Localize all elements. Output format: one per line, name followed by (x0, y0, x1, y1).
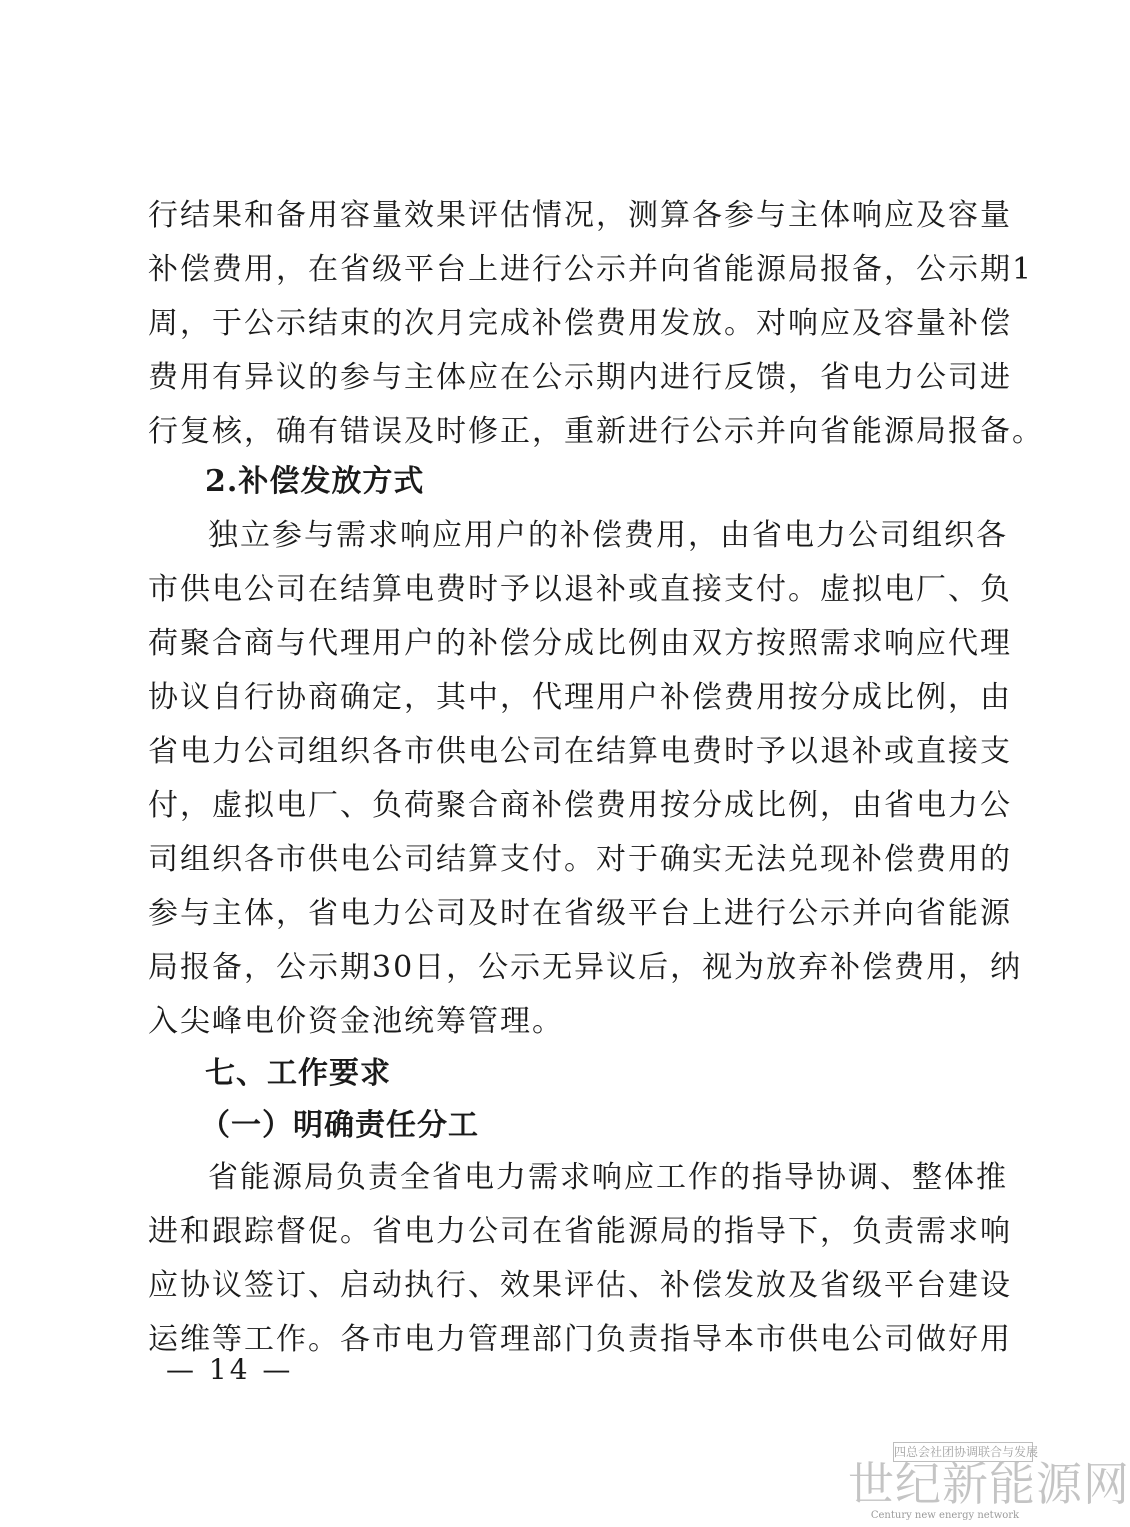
watermark-logo-text: 世纪新能源网 (848, 1457, 1130, 1511)
section-heading-work-requirements: 七、工作要求 (205, 1056, 391, 1091)
paragraph-line: 付，虚拟电厂、负荷聚合商补偿费用按分成比例，由省电力公 (148, 788, 1012, 823)
paragraph-line: 省能源局负责全省电力需求响应工作的指导协调、整体推 (208, 1160, 1008, 1195)
subsection-heading-responsibility: （一）明确责任分工 (200, 1108, 479, 1143)
paragraph-line: 进和跟踪督促。省电力公司在省能源局的指导下，负责需求响 (148, 1214, 1012, 1249)
paragraph-line: 行复核，确有错误及时修正，重新进行公示并向省能源局报备。 (148, 414, 1044, 449)
paragraph-line: 荷聚合商与代理用户的补偿分成比例由双方按照需求响应代理 (148, 626, 1012, 661)
paragraph-line: 协议自行协商确定，其中，代理用户补偿费用按分成比例，由 (148, 680, 1012, 715)
paragraph-line: 市供电公司在结算电费时予以退补或直接支付。虚拟电厂、负 (148, 572, 1012, 607)
paragraph-line: 补偿费用，在省级平台上进行公示并向省能源局报备，公示期1 (148, 252, 1034, 287)
paragraph-line: 局报备，公示期30日，公示无异议后，视为放弃补偿费用，纳 (148, 950, 1023, 985)
paragraph-line: 周，于公示结束的次月完成补偿费用发放。对响应及容量补偿 (148, 306, 1012, 341)
paragraph-line: 独立参与需求响应用户的补偿费用，由省电力公司组织各 (208, 518, 1008, 553)
paragraph-line: 运维等工作。各市电力管理部门负责指导本市供电公司做好用 (148, 1322, 1012, 1357)
page-number: — 14 — (166, 1353, 294, 1386)
paragraph-line: 应协议签订、启动执行、效果评估、补偿发放及省级平台建设 (148, 1268, 1012, 1303)
paragraph-line: 费用有异议的参与主体应在公示期内进行反馈，省电力公司进 (148, 360, 1012, 395)
paragraph-line: 入尖峰电价资金池统筹管理。 (148, 1004, 564, 1039)
paragraph-line: 参与主体，省电力公司及时在省级平台上进行公示并向省能源 (148, 896, 1012, 931)
section-heading-compensation-method: 2.补偿发放方式 (205, 464, 425, 499)
paragraph-line: 行结果和备用容量效果评估情况，测算各参与主体响应及容量 (148, 198, 1012, 233)
watermark-subtitle: Century new energy network (870, 1510, 1020, 1521)
paragraph-line: 司组织各市供电公司结算支付。对于确实无法兑现补偿费用的 (148, 842, 1012, 877)
watermark-small-text: 四总会社团协调联合与发展 (893, 1442, 1033, 1462)
paragraph-line: 省电力公司组织各市供电公司在结算电费时予以退补或直接支 (148, 734, 1012, 769)
